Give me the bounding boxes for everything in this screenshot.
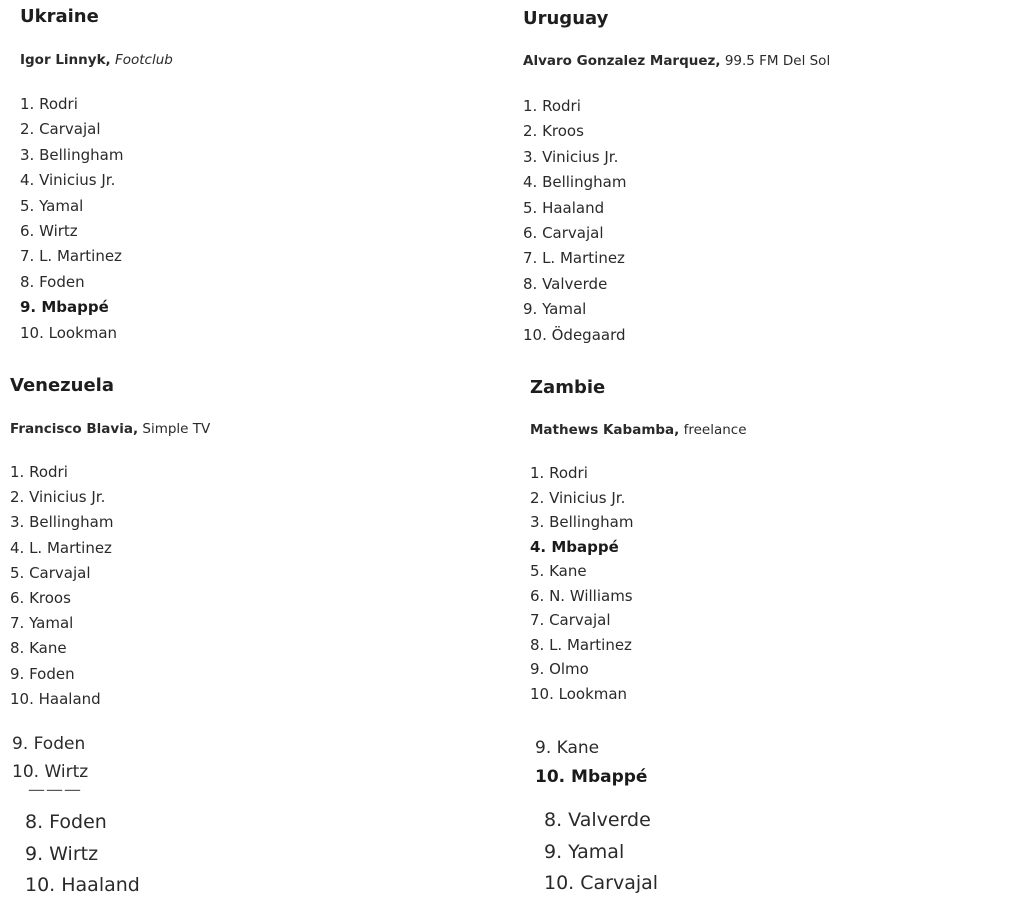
voter-outlet: Simple TV bbox=[142, 421, 211, 437]
list-item: 3. Bellingham bbox=[530, 513, 634, 531]
list-item: 8. Foden bbox=[25, 811, 107, 833]
list-item: 3. Bellingham bbox=[20, 145, 124, 164]
voter-outlet: 99.5 FM Del Sol bbox=[724, 53, 831, 69]
list-item: 7. L. Martinez bbox=[20, 247, 122, 266]
list-item: 3. Bellingham bbox=[10, 513, 114, 532]
voter-line bbox=[20, 51, 173, 69]
voter-outlet: freelance bbox=[683, 422, 747, 438]
list-item: 9. Olmo bbox=[530, 660, 589, 678]
list-item: 9. Foden bbox=[12, 734, 86, 754]
voter-name: Alvaro Gonzalez Marquez, bbox=[523, 53, 721, 69]
list-item: 9. Wirtz bbox=[25, 842, 99, 865]
ranking-list bbox=[523, 94, 830, 348]
country-heading: Venezuela bbox=[10, 375, 114, 396]
list-item: 10. Haaland bbox=[10, 689, 101, 708]
list-item: 8. Kane bbox=[10, 639, 67, 658]
list-item: 2. Vinicius Jr. bbox=[10, 488, 106, 507]
list-item: 6. N. Williams bbox=[530, 586, 633, 605]
list-item: 9. Kane bbox=[535, 738, 600, 758]
voter-name: Mathews Kabamba, bbox=[530, 422, 680, 438]
list-item: 2. Kroos bbox=[523, 122, 584, 141]
list-item: 1. Rodri bbox=[20, 95, 78, 113]
list-item: 4. Vinicius Jr. bbox=[20, 171, 116, 190]
voter-line bbox=[530, 421, 747, 439]
list-item: 2. Carvajal bbox=[20, 120, 101, 139]
fragment-list-left-2 bbox=[25, 807, 140, 902]
list-item: 1. Rodri bbox=[10, 463, 68, 481]
list-item: 5. Haaland bbox=[523, 198, 605, 217]
list-item: 3. Vinicius Jr. bbox=[523, 147, 619, 166]
list-item: 9. Yamal bbox=[523, 300, 587, 319]
country-heading: Zambie bbox=[530, 377, 606, 398]
list-item: 10. Lookman bbox=[20, 323, 118, 342]
clipped-text-remnant: ——— bbox=[28, 780, 82, 800]
list-item: 10. Haaland bbox=[25, 874, 140, 896]
list-item: 6. Kroos bbox=[10, 589, 71, 608]
list-item: 10. Ödegaard bbox=[523, 325, 626, 344]
country-heading: Ukraine bbox=[20, 6, 99, 27]
ballot-uruguay bbox=[523, 8, 830, 348]
list-item: 7. L. Martinez bbox=[523, 249, 625, 268]
list-item: 6. Wirtz bbox=[20, 222, 78, 241]
list-item: 1. Rodri bbox=[523, 97, 581, 115]
list-item: 10. Carvajal bbox=[544, 872, 659, 894]
fragment-list-right-2 bbox=[544, 805, 658, 900]
list-item: 5. Yamal bbox=[20, 196, 84, 215]
list-item: 8. L. Martinez bbox=[530, 635, 632, 654]
ballot-zambie bbox=[530, 377, 747, 706]
voter-name: Igor Linnyk, bbox=[20, 52, 111, 68]
list-item: 10. Lookman bbox=[530, 684, 628, 703]
list-item: 5. Carvajal bbox=[10, 563, 91, 582]
list-item: 7. Yamal bbox=[10, 614, 74, 633]
country-heading: Uruguay bbox=[523, 8, 609, 29]
fragment-list-left bbox=[12, 730, 88, 786]
fragment-list-right bbox=[535, 734, 647, 792]
list-item: 2. Vinicius Jr. bbox=[530, 488, 626, 507]
list-item: 7. Carvajal bbox=[530, 611, 611, 629]
list-item: 5. Kane bbox=[530, 562, 587, 580]
voter-line bbox=[10, 420, 210, 438]
list-item-highlighted: 9. Mbappé bbox=[20, 298, 109, 317]
voter-line bbox=[523, 52, 830, 70]
ballot-venezuela bbox=[10, 375, 210, 712]
voter-outlet: Footclub bbox=[114, 52, 173, 68]
list-item-highlighted: 4. Mbappé bbox=[530, 537, 619, 556]
ranking-list bbox=[20, 92, 173, 346]
list-item: 10. Wirtz bbox=[12, 762, 89, 782]
list-item: 8. Valverde bbox=[523, 274, 608, 293]
voter-name: Francisco Blavia, bbox=[10, 421, 139, 437]
ranking-list bbox=[530, 461, 747, 706]
list-item: 9. Yamal bbox=[544, 840, 625, 863]
ballot-ukraine bbox=[20, 6, 173, 346]
list-item: 9. Foden bbox=[10, 664, 75, 683]
list-item-highlighted: 10. Mbappé bbox=[535, 767, 648, 787]
list-item: 8. Valverde bbox=[544, 809, 651, 831]
list-item: 1. Rodri bbox=[530, 464, 588, 482]
list-item: 4. Bellingham bbox=[523, 173, 627, 192]
list-item: 4. L. Martinez bbox=[10, 538, 112, 557]
list-item: 8. Foden bbox=[20, 272, 85, 291]
ranking-list bbox=[10, 460, 210, 712]
list-item: 6. Carvajal bbox=[523, 224, 604, 243]
